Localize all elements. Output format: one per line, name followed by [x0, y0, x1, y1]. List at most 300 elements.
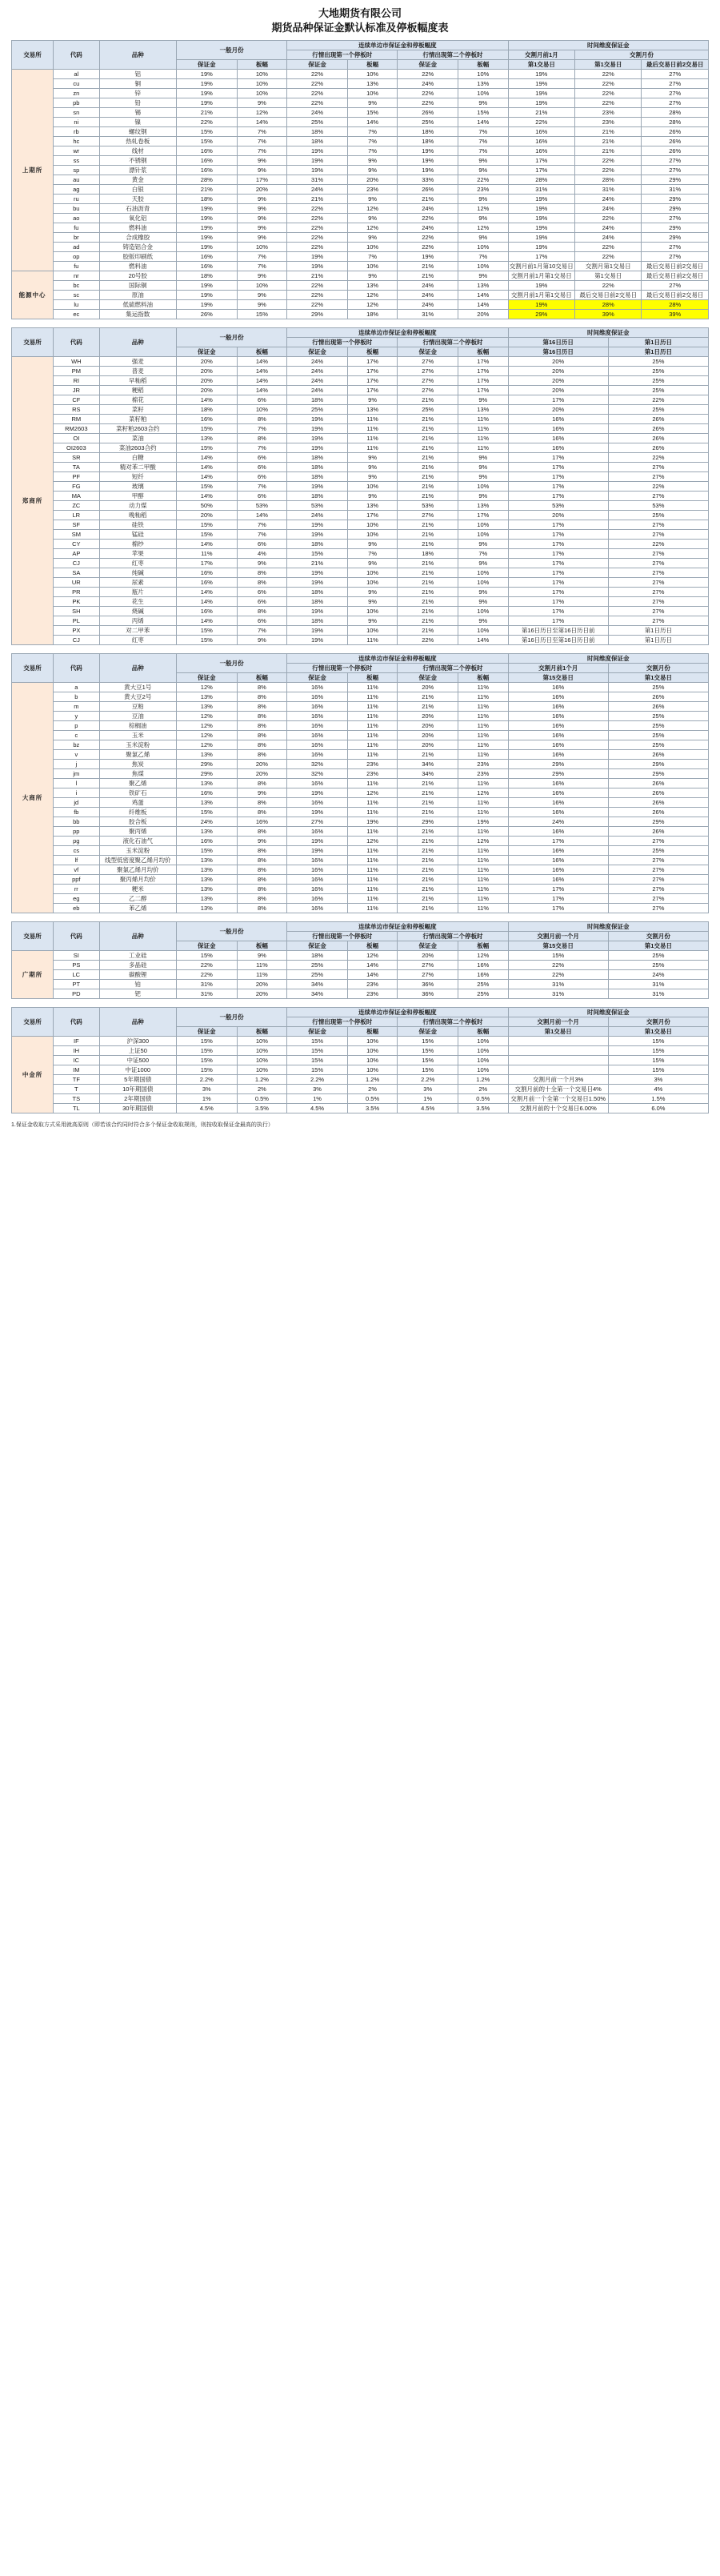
th-delivery-pre-cffex: 交割月前一个月 [508, 1017, 608, 1027]
cell-margin-normal: 19% [176, 79, 237, 89]
cell-code: al [54, 70, 99, 79]
cell-margin-limit1: 16% [287, 875, 348, 885]
cell-margin-limit2: 21% [398, 559, 458, 568]
cell-variety: 棉花 [99, 395, 176, 405]
cell-code: b [54, 692, 99, 702]
cell-variety: 胶版印刷纸 [99, 252, 176, 262]
cell-code: TA [54, 463, 99, 472]
cell-delivery-1: 26% [608, 424, 708, 434]
table-row [12, 721, 709, 731]
cell-band-limit1: 11% [347, 798, 398, 808]
cell-margin-normal: 15% [176, 1056, 237, 1065]
cell-band-limit1: 17% [347, 386, 398, 395]
th-band-cffex: 板幅 [237, 1027, 287, 1037]
cell-margin-normal: 29% [176, 769, 237, 779]
cell-delivery-pre: 16% [508, 808, 608, 817]
cell-margin-normal: 31% [176, 989, 237, 999]
cell-delivery-1: 27% [608, 885, 708, 894]
cell-band-limit2: 14% [458, 300, 509, 310]
th-margin-czce: 保证金 [176, 347, 237, 357]
cell-delivery-1: 25% [608, 951, 708, 961]
cell-margin-limit1: 24% [287, 386, 348, 395]
cell-delivery-pre: 29% [508, 769, 608, 779]
cell-margin-limit2: 31% [398, 310, 458, 319]
cell-delivery-1: 27% [608, 616, 708, 626]
cell-band-limit1: 12% [347, 291, 398, 300]
cell-margin-normal: 16% [176, 415, 237, 424]
cell-delivery-pre [508, 1065, 608, 1075]
th-normal-month: 一般月份 [176, 41, 286, 60]
cell-margin-normal: 13% [176, 875, 237, 885]
cell-margin-limit2: 21% [398, 616, 458, 626]
cell-margin-normal: 19% [176, 204, 237, 214]
table-row [12, 89, 709, 98]
cell-margin-normal: 15% [176, 424, 237, 434]
table-row [12, 175, 709, 185]
th-variety: 品种 [99, 41, 176, 70]
cell-band-normal: 53% [237, 501, 287, 511]
cell-code: FG [54, 482, 99, 492]
cell-margin-normal: 20% [176, 357, 237, 367]
cell-margin-limit1: 18% [287, 395, 348, 405]
cell-margin-limit2: 21% [398, 463, 458, 472]
cell-band-normal: 7% [237, 626, 287, 636]
cell-margin-limit2: 21% [398, 875, 458, 885]
cell-margin-limit2: 34% [398, 760, 458, 769]
cell-margin-normal: 16% [176, 607, 237, 616]
cell-band-limit1: 12% [347, 300, 398, 310]
cell-code: pg [54, 837, 99, 846]
cell-margin-normal: 19% [176, 300, 237, 310]
cell-band-limit2: 11% [458, 721, 509, 731]
cell-band-limit2: 9% [458, 395, 509, 405]
cell-variety: 上证50 [99, 1046, 176, 1056]
cell-variety: 棕榈油 [99, 721, 176, 731]
cell-band-normal: 7% [237, 443, 287, 453]
th-margin-czce-2: 保证金 [398, 347, 458, 357]
cell-band-limit2: 10% [458, 482, 509, 492]
cell-margin-normal: 17% [176, 559, 237, 568]
th-last1b: 第1交易日 [575, 60, 642, 70]
cell-margin-limit1: 18% [287, 463, 348, 472]
cell-band-normal: 20% [237, 989, 287, 999]
cell-code: T [54, 1085, 99, 1094]
cell-margin-limit2: 21% [398, 837, 458, 846]
th-delivery-pre-month-dce: 交割月前1个月 [508, 664, 608, 673]
cell-band-limit2: 11% [458, 424, 509, 434]
cell-band-normal: 9% [237, 223, 287, 233]
cell-variety: 甲醇 [99, 492, 176, 501]
cell-delivery-pre: 16% [508, 846, 608, 856]
table-row [12, 856, 709, 865]
cell-margin-limit2: 21% [398, 856, 458, 865]
cell-code: ao [54, 214, 99, 223]
table-header-row [12, 41, 709, 50]
cell-band-limit1: 17% [347, 511, 398, 520]
cell-variety: 苹果 [99, 549, 176, 559]
cell-delivery-pre [508, 1046, 608, 1056]
cell-margin-limit2: 21% [398, 702, 458, 712]
cell-margin-limit2: 18% [398, 127, 458, 137]
th-trade-pre-cffex: 第1交易日 [508, 1027, 608, 1037]
cell-delivery-2: 39% [642, 310, 709, 319]
cell-band-limit2: 7% [458, 549, 509, 559]
cell-code: pb [54, 98, 99, 108]
cell-band-limit2: 11% [458, 443, 509, 453]
cell-band-limit2: 12% [458, 223, 509, 233]
cell-variety: 对二甲苯 [99, 626, 176, 636]
cell-band-limit1: 23% [347, 989, 398, 999]
cell-delivery-pre [508, 1037, 608, 1046]
cell-delivery-pre: 20% [508, 357, 608, 367]
cell-delivery-1: 1.5% [608, 1094, 708, 1104]
cell-variety: 精对苯二甲酸 [99, 463, 176, 472]
cell-margin-limit1: 24% [287, 511, 348, 520]
cell-margin-limit2: 4.5% [398, 1104, 458, 1113]
cell-variety: 燃料油 [99, 262, 176, 271]
th-limit2-czce: 行情出现第二个停板时 [398, 338, 508, 347]
cell-margin-limit2: 15% [398, 1046, 458, 1056]
cell-delivery-pre: 19% [508, 300, 574, 310]
th-band-czce-1: 板幅 [347, 347, 398, 357]
cell-delivery-1: 25% [608, 846, 708, 856]
cell-margin-limit1: 21% [287, 195, 348, 204]
cell-variety: 热轧卷板 [99, 137, 176, 146]
cell-variety: 花生 [99, 597, 176, 607]
cell-variety: 石油沥青 [99, 204, 176, 214]
cell-variety: 纯碱 [99, 568, 176, 578]
cell-variety: 菜油 [99, 434, 176, 443]
cell-band-normal: 9% [237, 291, 287, 300]
cell-margin-normal: 15% [176, 808, 237, 817]
cell-delivery-pre: 19% [508, 195, 574, 204]
table-row [12, 79, 709, 89]
cell-band-limit1: 10% [347, 262, 398, 271]
cell-margin-limit1: 16% [287, 798, 348, 808]
th-code: 代码 [54, 41, 99, 70]
table-row [12, 223, 709, 233]
cell-variety: 天胶 [99, 195, 176, 204]
cell-band-normal: 10% [237, 281, 287, 291]
th-band-czce-2: 板幅 [458, 347, 509, 357]
cell-variety: 焦炭 [99, 760, 176, 769]
cell-band-limit2: 9% [458, 166, 509, 175]
cell-band-limit2: 9% [458, 233, 509, 243]
th-band-dce: 板幅 [237, 673, 287, 683]
th-band-1: 板幅 [347, 60, 398, 70]
cell-band-normal: 10% [237, 1065, 287, 1075]
cell-code: m [54, 702, 99, 712]
cell-margin-limit1: 19% [287, 166, 348, 175]
cell-band-normal: 8% [237, 607, 287, 616]
cell-margin-limit1: 19% [287, 262, 348, 271]
cell-delivery-pre: 16% [508, 731, 608, 740]
cell-delivery-1: 31% [608, 989, 708, 999]
cell-code: jm [54, 769, 99, 779]
table-row [12, 636, 709, 645]
cell-margin-limit2: 34% [398, 769, 458, 779]
th-time-group: 时间维度保证金 [508, 41, 708, 50]
th-margin-cffex-2: 保证金 [398, 1027, 458, 1037]
table-row [12, 424, 709, 434]
cell-band-limit1: 23% [347, 980, 398, 989]
cell-band-limit1: 9% [347, 156, 398, 166]
cell-margin-limit2: 22% [398, 214, 458, 223]
cell-code: br [54, 233, 99, 243]
cell-band-limit2: 9% [458, 559, 509, 568]
cell-delivery-1: 23% [575, 108, 642, 118]
cell-band-limit1: 13% [347, 501, 398, 511]
cell-margin-limit1: 19% [287, 636, 348, 645]
cell-margin-limit2: 27% [398, 961, 458, 970]
cell-margin-normal: 1% [176, 1094, 237, 1104]
cell-margin-limit1: 16% [287, 827, 348, 837]
th-delivery-pre: 交割月前1月 [508, 50, 574, 60]
th-trade15-gfex: 第15交易日 [508, 941, 608, 951]
table-row [12, 1075, 709, 1085]
cell-margin-limit1: 18% [287, 951, 348, 961]
cell-delivery-pre: 16% [508, 798, 608, 808]
cell-band-limit1: 11% [347, 424, 398, 434]
cell-delivery-1: 26% [608, 443, 708, 453]
cell-margin-normal: 13% [176, 827, 237, 837]
cell-code: LR [54, 511, 99, 520]
cell-margin-normal: 18% [176, 195, 237, 204]
cell-margin-normal: 15% [176, 443, 237, 453]
cell-margin-normal: 15% [176, 951, 237, 961]
cell-code: SF [54, 520, 99, 530]
cell-band-limit1: 11% [347, 740, 398, 750]
cell-margin-limit2: 21% [398, 395, 458, 405]
cell-delivery-2: 27% [642, 281, 709, 291]
cell-delivery-1: 22% [575, 79, 642, 89]
table-body-dce [12, 683, 709, 913]
cell-variety: 红枣 [99, 559, 176, 568]
cell-delivery-pre: 16% [508, 779, 608, 788]
cell-delivery-pre: 19% [508, 223, 574, 233]
cell-delivery-1: 22% [575, 156, 642, 166]
cell-delivery-1: 25% [608, 721, 708, 731]
cell-band-limit2: 16% [458, 961, 509, 970]
th-code-dce: 代码 [54, 654, 99, 683]
cell-code: PM [54, 367, 99, 376]
th-margin-gfex-1: 保证金 [287, 941, 348, 951]
table-row [12, 204, 709, 214]
cell-delivery-1: 6.0% [608, 1104, 708, 1113]
cell-band-normal: 20% [237, 185, 287, 195]
cell-band-normal: 10% [237, 405, 287, 415]
cell-delivery-2: 31% [642, 185, 709, 195]
cell-delivery-1: 21% [575, 127, 642, 137]
cell-delivery-pre: 16% [508, 434, 608, 443]
cell-margin-normal: 16% [176, 252, 237, 262]
cell-delivery-pre: 20% [508, 386, 608, 395]
cell-margin-limit1: 24% [287, 108, 348, 118]
cell-margin-limit1: 19% [287, 434, 348, 443]
table-row [12, 376, 709, 386]
cell-margin-limit1: 34% [287, 980, 348, 989]
table-body-czce [12, 357, 709, 645]
cell-band-limit2: 11% [458, 779, 509, 788]
cell-margin-limit2: 21% [398, 865, 458, 875]
table-row [12, 980, 709, 989]
cell-band-normal: 14% [237, 511, 287, 520]
cell-band-limit2: 10% [458, 89, 509, 98]
th-c1-val: 第1日历日 [608, 347, 708, 357]
cell-delivery-1: 39% [575, 310, 642, 319]
cell-band-limit1: 13% [347, 405, 398, 415]
cell-band-limit1: 9% [347, 616, 398, 626]
cell-band-normal: 8% [237, 434, 287, 443]
cell-margin-limit1: 22% [287, 214, 348, 223]
cell-code: ppf [54, 875, 99, 885]
cell-delivery-1: 22% [575, 281, 642, 291]
cell-margin-normal: 16% [176, 156, 237, 166]
cell-margin-limit2: 21% [398, 415, 458, 424]
cell-band-normal: 8% [237, 712, 287, 721]
cell-delivery-1: 27% [608, 520, 708, 530]
cell-delivery-pre: 20% [508, 376, 608, 386]
cell-margin-limit2: 20% [398, 951, 458, 961]
cell-band-limit2: 9% [458, 540, 509, 549]
cell-variety: 焦煤 [99, 769, 176, 779]
cell-margin-limit1: 4.5% [287, 1104, 348, 1113]
cell-band-limit2: 9% [458, 98, 509, 108]
cell-margin-normal: 15% [176, 127, 237, 137]
cell-delivery-pre: 16% [508, 146, 574, 156]
cell-code: a [54, 683, 99, 692]
cell-band-limit2: 12% [458, 951, 509, 961]
cell-margin-limit2: 26% [398, 185, 458, 195]
cell-variety: 铅 [99, 98, 176, 108]
cell-margin-limit2: 27% [398, 386, 458, 395]
table-row [12, 98, 709, 108]
table-row [12, 837, 709, 846]
th-delivery: 交割月份 [575, 50, 709, 60]
cell-band-limit1: 11% [347, 415, 398, 424]
table-row [12, 683, 709, 692]
cell-delivery-1: 29% [608, 817, 708, 827]
cell-variety: 豆油 [99, 712, 176, 721]
cell-margin-normal: 26% [176, 310, 237, 319]
cell-delivery-1: 21% [575, 137, 642, 146]
cell-band-limit1: 14% [347, 970, 398, 980]
table-row [12, 291, 709, 300]
table-row [12, 750, 709, 760]
cell-margin-limit2: 19% [398, 156, 458, 166]
th-limit1-dce: 行情出现第一个停板时 [287, 664, 398, 673]
cell-delivery-pre: 16% [508, 721, 608, 731]
cell-delivery-1: 24% [575, 195, 642, 204]
cell-margin-limit2: 22% [398, 89, 458, 98]
cell-code: PS [54, 961, 99, 970]
cell-margin-limit1: 19% [287, 415, 348, 424]
cell-band-limit2: 10% [458, 568, 509, 578]
cell-margin-limit2: 21% [398, 588, 458, 597]
cell-delivery-pre: 15% [508, 951, 608, 961]
cell-band-limit1: 9% [347, 195, 398, 204]
cell-code: zn [54, 89, 99, 98]
th-code-cffex: 代码 [54, 1008, 99, 1037]
cell-margin-limit2: 21% [398, 894, 458, 904]
cell-code: MA [54, 492, 99, 501]
cell-code: l [54, 779, 99, 788]
cell-delivery-pre: 16% [508, 415, 608, 424]
table-row [12, 185, 709, 195]
cell-delivery-2: 27% [642, 243, 709, 252]
cell-band-limit1: 12% [347, 837, 398, 846]
cell-margin-limit1: 32% [287, 769, 348, 779]
cell-code: lf [54, 856, 99, 865]
cell-band-normal: 8% [237, 827, 287, 837]
cell-margin-normal: 19% [176, 70, 237, 79]
th-margin: 保证金 [176, 60, 237, 70]
cell-band-limit2: 14% [458, 118, 509, 127]
cell-margin-limit2: 24% [398, 204, 458, 214]
cell-band-normal: 11% [237, 970, 287, 980]
cell-band-normal: 14% [237, 376, 287, 386]
cell-band-limit1: 10% [347, 1056, 398, 1065]
cell-band-normal: 8% [237, 779, 287, 788]
cell-band-normal: 20% [237, 760, 287, 769]
cell-margin-limit2: 15% [398, 1065, 458, 1075]
cell-code: PX [54, 626, 99, 636]
cell-margin-normal: 15% [176, 1037, 237, 1046]
cell-delivery-1: 25% [608, 731, 708, 740]
cell-variety: 线型低密度聚乙烯月均价 [99, 856, 176, 865]
cell-band-normal: 14% [237, 367, 287, 376]
cell-band-limit1: 10% [347, 578, 398, 588]
cell-band-normal: 7% [237, 146, 287, 156]
cell-band-normal: 0.5% [237, 1094, 287, 1104]
cell-band-limit2: 1.2% [458, 1075, 509, 1085]
cell-margin-limit1: 18% [287, 472, 348, 482]
cell-variety: 黄金 [99, 175, 176, 185]
cell-band-normal: 9% [237, 837, 287, 846]
cell-margin-limit1: 25% [287, 961, 348, 970]
cell-code: eg [54, 894, 99, 904]
cell-delivery-pre: 第16日历日至第16日历日前 [508, 626, 608, 636]
cell-margin-normal: 18% [176, 405, 237, 415]
cell-band-normal: 8% [237, 846, 287, 856]
cell-variety: 瓶片 [99, 588, 176, 597]
cell-delivery-2: 29% [642, 204, 709, 214]
cell-margin-limit2: 26% [398, 108, 458, 118]
cell-delivery-1: 第1交易日 [575, 271, 642, 281]
cell-delivery-pre: 17% [508, 894, 608, 904]
cell-margin-limit1: 31% [287, 175, 348, 185]
table-row [12, 1085, 709, 1094]
th-c16-val: 第16日历日 [508, 347, 608, 357]
cell-margin-normal: 13% [176, 779, 237, 788]
cell-margin-limit2: 21% [398, 626, 458, 636]
table-row [12, 989, 709, 999]
cell-delivery-2: 27% [642, 166, 709, 175]
cell-code: eb [54, 904, 99, 913]
cell-margin-limit2: 21% [398, 568, 458, 578]
cell-margin-limit1: 18% [287, 453, 348, 463]
cell-margin-limit1: 16% [287, 740, 348, 750]
table-row [12, 501, 709, 511]
cell-margin-limit2: 21% [398, 750, 458, 760]
cell-variety: 2年期国债 [99, 1094, 176, 1104]
cell-band-normal: 7% [237, 137, 287, 146]
cell-band-limit2: 11% [458, 702, 509, 712]
cell-margin-limit2: 22% [398, 243, 458, 252]
cell-delivery-pre: 16% [508, 702, 608, 712]
table-row [12, 692, 709, 702]
cell-delivery-pre: 31% [508, 989, 608, 999]
